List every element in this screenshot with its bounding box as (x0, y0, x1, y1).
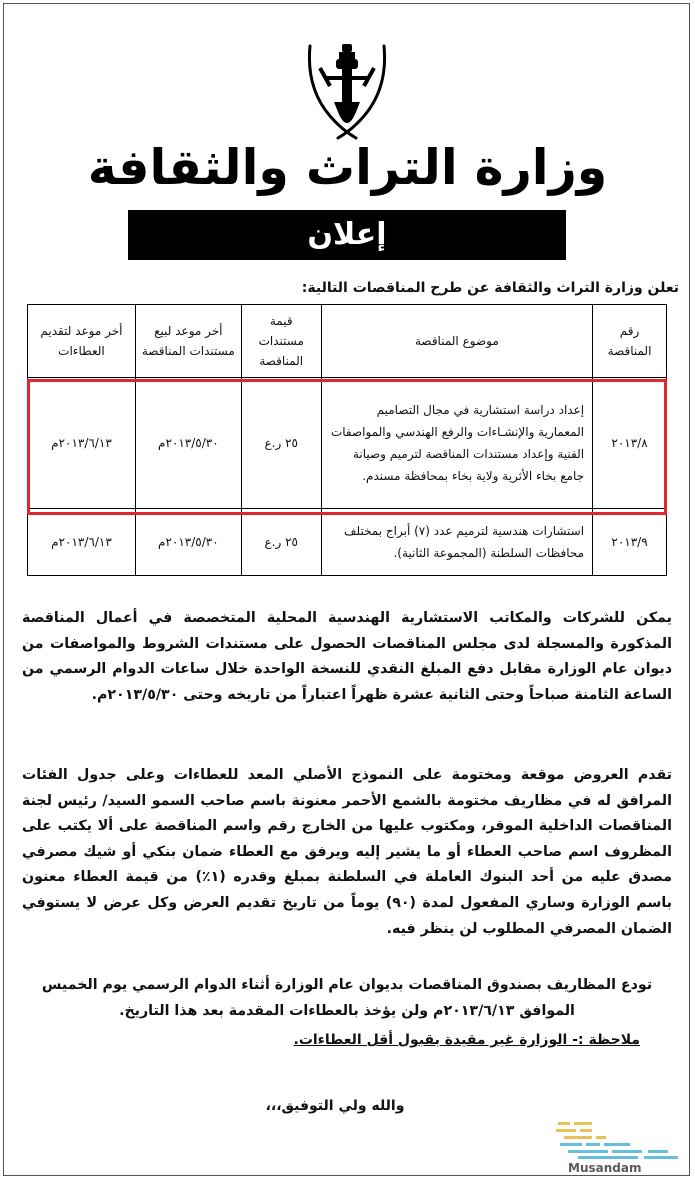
paragraph-documents: يمكن للشركات والمكاتب الاستشارية الهندسية المحلية المتخصصة في أعمال المناقصة المذكورة والمسجلة لدى مجلس المناقصات الحصول على مستندات الشروط والمواصفات من ديوان عام الوزارة مقابل دفع المبلغ النقدي للنسخة الواحدة خلال ساعات الدوام الرسمي من الساعة الثامنة صباحاً وحتى الثانية عشرة ظهراً اعتباراً من تاريخه وحتى ٢٠١٣/٥/٣٠م. (22, 610, 672, 703)
table-row (28, 378, 667, 509)
closing-text: والله ولي التوفيق،،، (265, 1098, 405, 1114)
header-submission-deadline: أخر موعد لتقديم العطاءات (28, 305, 136, 378)
header-tender-number: رقم المناقصة (593, 305, 667, 378)
paragraph-submission: تقدم العروض موقعة ومختومة على النموذج الأصلي المعد للعطاءات وعلى جدول الفئات المرافق له في مظاريف مختومة بالشمع الأحمر معنونة باسم صاحب السمو السيد/ رئيس لجنة المناقصات الداخلية الموقر، ومكتوب عليها من الخارج رقم واسم المناقصة على ألا يكتب على المظروف اسم صاحب العطاء أو ما يشير إليه ويرفق مع العطاء ضمان بنكي أو شيك مصرفي مصدق عليه من أحد البنوك العاملة في السلطنة بمبلغ وقدره (١٪) من قيمة العطاء معنون باسم الوزارة وساري المفعول لمدة (٩٠) يوماً من تاريخ تقديم العرض وكل عرض لا يستوفي الضمان المصرفي المطلوب لن ينظر فيه. (22, 767, 672, 937)
submission-deadline: ٢٠١٣/٦/١٣م (28, 378, 136, 509)
tender-number: ٢٠١٣/٩ (593, 509, 667, 576)
header-document-value: قيمة مستندات المناقصة (241, 305, 321, 378)
table-row (28, 509, 667, 576)
tender-subject: إعداد دراسة استشارية في مجال التصاميم المعمارية والإنشـاءات والرفع الهندسي والمواصفات الفنية وإعداد مستندات المناقصة لترميم وصيانة جامع بخاء الأثرية ولاية بخاء بمحافظة مسندم. (321, 378, 592, 509)
note-text: ملاحظة :- الوزارة غير مقيدة بقبول أقل العطاءات. (293, 1032, 640, 1048)
intro-text: تعلن وزارة التراث والثقافة عن طرح المناقصات التالية: (301, 280, 679, 296)
paragraph-deposit: تودع المظاريف بصندوق المناقصات بديوان عام الوزارة أثناء الدوام الرسمي يوم الخميس الموافق ٢٠١٣/٦/١٣م ولن يؤخذ بالعطاءات المقدمة بعد هذا التاريخ. (41, 977, 653, 1019)
ministry-title: وزارة التراث والثقافة (87, 139, 608, 196)
musandam-logo (548, 1110, 688, 1176)
table-header-row (28, 305, 667, 378)
banner-label: إعلان (307, 217, 387, 252)
announcement-banner (128, 210, 566, 260)
oman-emblem-icon (296, 38, 398, 142)
header-sale-deadline: أخر موعد لبيع مستندات المناقصة (135, 305, 241, 378)
sale-deadline: ٢٠١٣/٥/٣٠م (135, 509, 241, 576)
submission-deadline: ٢٠١٣/٦/١٣م (28, 509, 136, 576)
tender-number: ٢٠١٣/٨ (593, 378, 667, 509)
tenders-table (27, 304, 667, 576)
document-value: ٢٥ ر.ع (241, 378, 321, 509)
watermark-text: Musandam (568, 1161, 642, 1175)
tender-subject: استشارات هندسية لترميم عدد (٧) أبراج بمختلف محافظات السلطنة (المجموعة الثانية). (321, 509, 592, 576)
header-tender-subject: موضوع المناقصة (321, 305, 592, 378)
sale-deadline: ٢٠١٣/٥/٣٠م (135, 378, 241, 509)
document-value: ٢٥ ر.ع (241, 509, 321, 576)
